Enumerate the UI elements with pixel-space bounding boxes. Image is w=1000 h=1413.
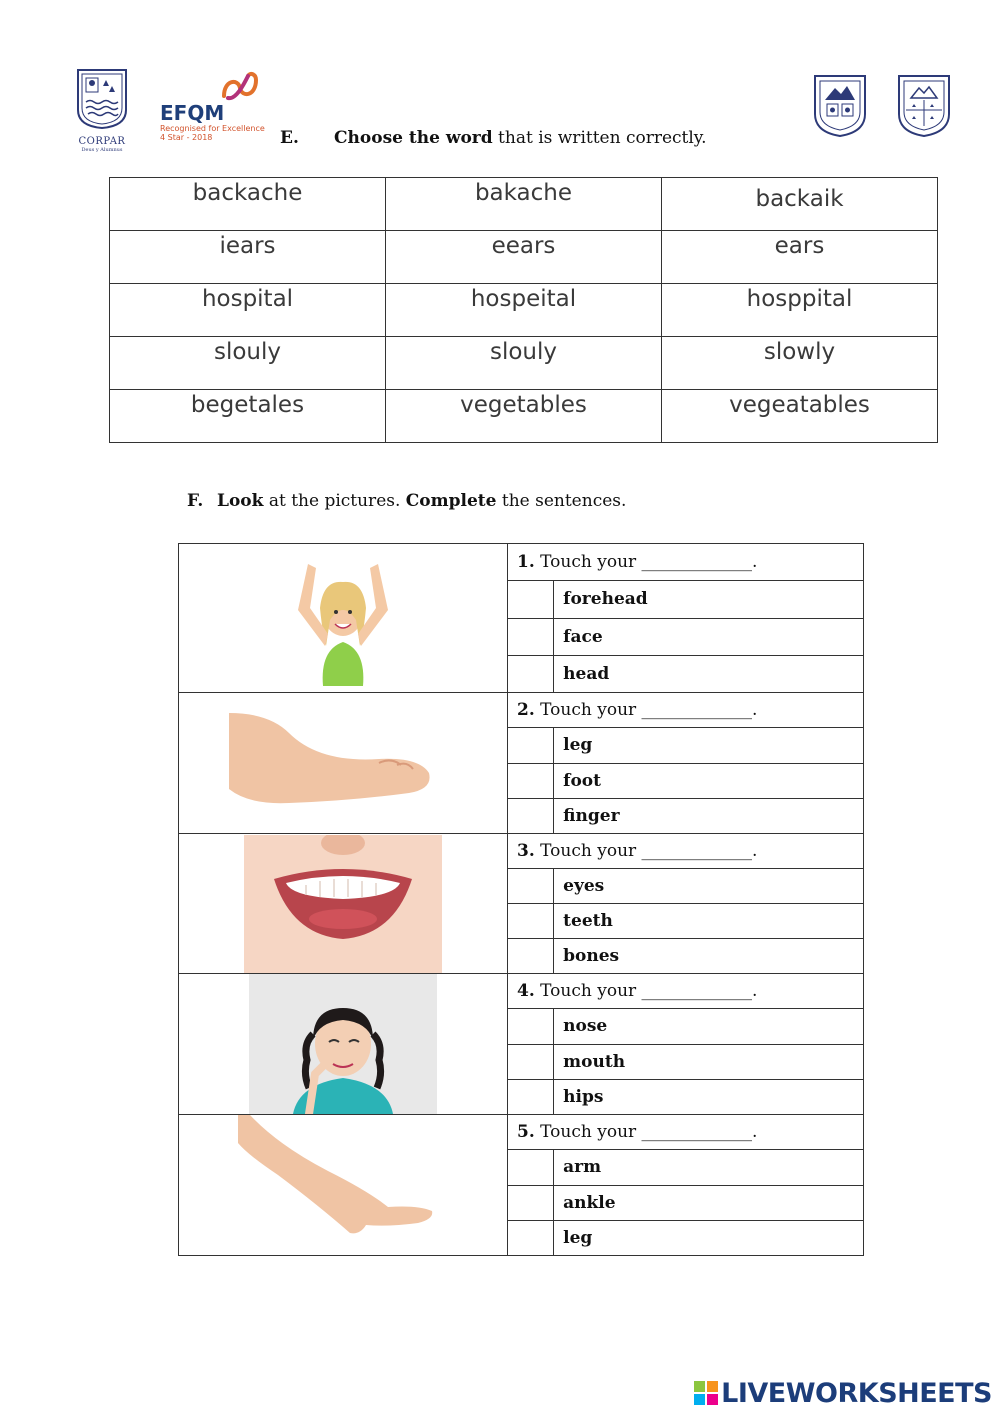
corpar-motto: Deus y Alumnus bbox=[81, 147, 123, 153]
table-row bbox=[110, 178, 938, 231]
word-option[interactable]: eears bbox=[386, 231, 662, 284]
answer-checkbox[interactable] bbox=[508, 939, 554, 974]
school-crest-icon bbox=[813, 70, 867, 138]
answer-option: bones bbox=[554, 939, 864, 974]
answer-checkbox[interactable] bbox=[508, 869, 554, 904]
efqm-logo bbox=[160, 70, 275, 142]
corpar-logo bbox=[72, 68, 132, 153]
liveworksheets-wordmark: LIVEWORKSHEETS bbox=[721, 1377, 992, 1409]
answer-option: ankle bbox=[554, 1185, 864, 1220]
answer-option: mouth bbox=[554, 1044, 864, 1079]
picture-cell bbox=[179, 1115, 508, 1256]
word-option[interactable]: slouly bbox=[386, 337, 662, 390]
answer-checkbox[interactable] bbox=[508, 1150, 554, 1185]
picture-cell bbox=[179, 544, 508, 693]
section-e-rest: that is written correctly. bbox=[492, 128, 707, 148]
section-f-mid: at the pictures. bbox=[263, 491, 406, 511]
table-row bbox=[179, 1115, 864, 1150]
question-prompt: 2. Touch your _____________. bbox=[508, 693, 864, 728]
picture-cell bbox=[179, 693, 508, 834]
answer-option: face bbox=[554, 618, 864, 655]
answer-option: forehead bbox=[554, 581, 864, 618]
word-choice-table bbox=[109, 177, 938, 443]
table-row bbox=[110, 231, 938, 284]
liveworksheets-brand bbox=[694, 1376, 992, 1410]
question-prompt: 1. Touch your _____________. bbox=[508, 544, 864, 581]
question-prompt: 5. Touch your _____________. bbox=[508, 1115, 864, 1150]
girl-touching-nose-picture bbox=[249, 974, 437, 1114]
efqm-line2: 4 Star - 2018 bbox=[160, 133, 213, 142]
answer-checkbox[interactable] bbox=[508, 1185, 554, 1220]
answer-option: nose bbox=[554, 1009, 864, 1044]
liveworksheets-logo-icon bbox=[694, 1381, 718, 1405]
question-prompt: 4. Touch your _____________. bbox=[508, 974, 864, 1009]
section-f-bold2: Complete bbox=[405, 491, 497, 511]
word-option[interactable]: begetales bbox=[110, 390, 386, 443]
word-option[interactable]: slowly bbox=[662, 337, 938, 390]
answer-checkbox[interactable] bbox=[508, 1220, 554, 1255]
word-option[interactable]: vegeatables bbox=[662, 390, 938, 443]
leg-picture bbox=[238, 1115, 448, 1255]
picture-question-table bbox=[178, 543, 864, 1256]
picture-cell bbox=[179, 974, 508, 1115]
efqm-line1: Recognised for Excellence bbox=[160, 124, 265, 133]
picture-cell bbox=[179, 834, 508, 974]
table-row bbox=[110, 284, 938, 337]
answer-checkbox[interactable] bbox=[508, 798, 554, 833]
word-option[interactable]: vegetables bbox=[386, 390, 662, 443]
word-option[interactable]: backaik bbox=[662, 178, 938, 231]
efqm-infinity-icon bbox=[218, 70, 262, 104]
answer-checkbox[interactable] bbox=[508, 763, 554, 798]
answer-checkbox[interactable] bbox=[508, 581, 554, 618]
section-f-bold1: Look bbox=[217, 491, 264, 511]
answer-checkbox[interactable] bbox=[508, 1009, 554, 1044]
table-row bbox=[179, 974, 864, 1009]
school-crest-icon bbox=[897, 70, 951, 138]
smiling-mouth-teeth-picture bbox=[244, 835, 442, 973]
section-e-letter: E. bbox=[280, 128, 299, 148]
section-e-instruction bbox=[280, 128, 707, 148]
answer-checkbox[interactable] bbox=[508, 655, 554, 692]
word-option[interactable]: hosppital bbox=[662, 284, 938, 337]
word-option[interactable]: hospital bbox=[110, 284, 386, 337]
answer-option: hips bbox=[554, 1079, 864, 1114]
word-option[interactable]: backache bbox=[110, 178, 386, 231]
section-f-rest: the sentences. bbox=[496, 491, 627, 511]
word-option[interactable]: ears bbox=[662, 231, 938, 284]
table-row bbox=[179, 834, 864, 869]
answer-option: foot bbox=[554, 763, 864, 798]
girl-touching-head-picture bbox=[268, 550, 418, 686]
section-f-letter: F. bbox=[187, 491, 204, 511]
answer-checkbox[interactable] bbox=[508, 904, 554, 939]
corpar-shield-icon bbox=[76, 68, 128, 130]
answer-option: head bbox=[554, 655, 864, 692]
answer-option: eyes bbox=[554, 869, 864, 904]
table-row bbox=[179, 544, 864, 581]
answer-option: teeth bbox=[554, 904, 864, 939]
answer-checkbox[interactable] bbox=[508, 1044, 554, 1079]
efqm-word: EFQM bbox=[160, 101, 225, 125]
table-row bbox=[110, 390, 938, 443]
answer-checkbox[interactable] bbox=[508, 618, 554, 655]
word-option[interactable]: iears bbox=[110, 231, 386, 284]
answer-option: finger bbox=[554, 798, 864, 833]
answer-checkbox[interactable] bbox=[508, 1079, 554, 1114]
answer-checkbox[interactable] bbox=[508, 728, 554, 763]
answer-option: leg bbox=[554, 728, 864, 763]
corpar-name: CORPAR bbox=[78, 136, 126, 147]
section-e-bold: Choose the word bbox=[334, 128, 493, 148]
word-option[interactable]: slouly bbox=[110, 337, 386, 390]
foot-picture bbox=[229, 693, 457, 833]
answer-option: leg bbox=[554, 1220, 864, 1255]
word-option[interactable]: bakache bbox=[386, 178, 662, 231]
answer-option: arm bbox=[554, 1150, 864, 1185]
question-prompt: 3. Touch your _____________. bbox=[508, 834, 864, 869]
section-f-instruction bbox=[187, 491, 626, 511]
word-option[interactable]: hospeital bbox=[386, 284, 662, 337]
table-row bbox=[179, 693, 864, 728]
table-row bbox=[110, 337, 938, 390]
